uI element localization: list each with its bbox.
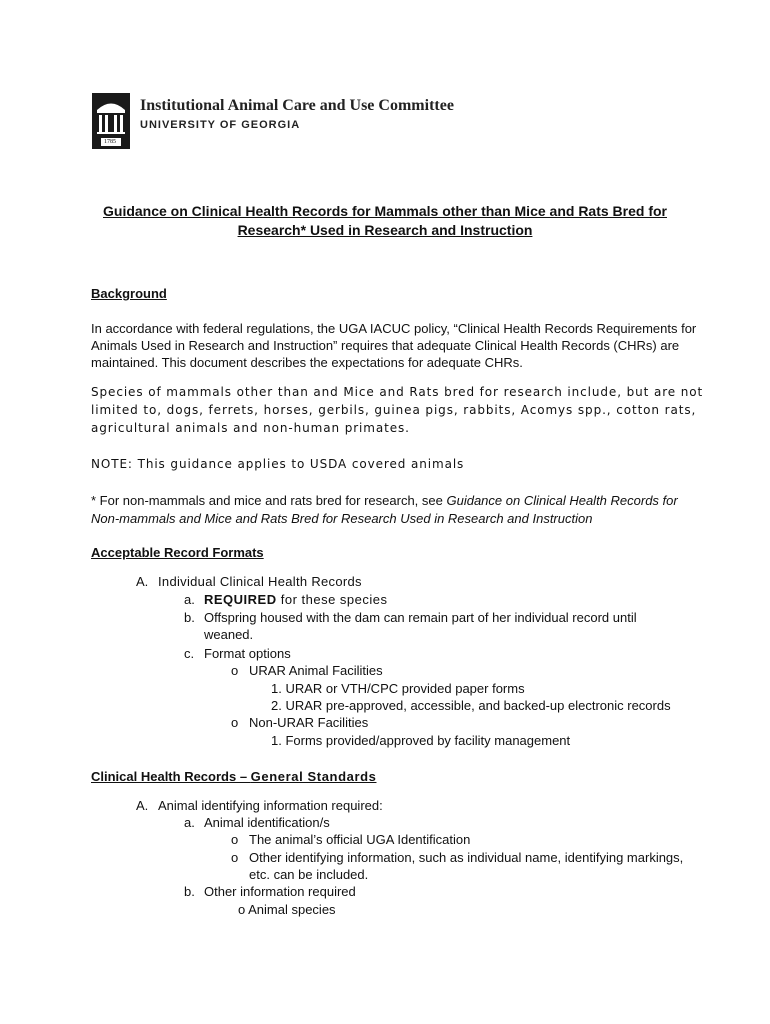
list-item-text: Format options	[204, 646, 291, 661]
background-paragraph-line: Animals Used in Research and Instruction” requires that adequate Clinical Health Records (CHRs) are	[91, 338, 680, 353]
list-item-text: Individual Clinical Health Records	[158, 574, 362, 589]
formats-heading: Acceptable Record Formats	[91, 545, 264, 560]
background-paragraph-line: In accordance with federal regulations, the UGA IACUC policy, “Clinical Health Records Requirements for	[91, 321, 697, 336]
required-label: REQUIRED	[204, 592, 277, 607]
list-marker: a.	[184, 815, 195, 830]
list-item-text: o Animal species	[238, 902, 336, 917]
list-marker: c.	[184, 646, 195, 661]
uga-arch-logo	[92, 93, 130, 149]
list-item-text: URAR Animal Facilities	[249, 663, 383, 678]
list-marker: A.	[136, 798, 149, 813]
standards-heading-part1: Clinical Health Records –	[91, 769, 251, 784]
background-paragraph-line: maintained. This document describes the expectations for adequate CHRs.	[91, 355, 523, 370]
footnote-text: * For non-mammals and mice and rats bred for research, see	[91, 493, 447, 508]
list-marker: b.	[184, 610, 195, 625]
background-heading: Background	[91, 286, 167, 301]
list-item-text: 1. Forms provided/approved by facility management	[271, 733, 571, 748]
species-paragraph-line: agricultural animals and non-human primates.	[91, 421, 410, 435]
list-item-text	[204, 591, 388, 608]
bullet-icon: o	[231, 832, 239, 847]
list-marker: b.	[184, 884, 195, 899]
list-item-text: Other identifying information, such as individual name, identifying markings,	[249, 850, 684, 865]
list-item-text: Non-URAR Facilities	[249, 715, 369, 730]
footnote-line2: Non-mammals and Mice and Rats Bred for Research Used in Research and Instruction	[91, 511, 593, 526]
list-item-text: Offspring housed with the dam can remain part of her individual record until	[204, 610, 637, 625]
bullet-icon: o	[231, 715, 239, 730]
bullet-icon: o	[231, 663, 239, 678]
committee-name: Institutional Animal Care and Use Committee	[140, 97, 454, 114]
list-item-text: weaned.	[204, 627, 254, 642]
note-text: NOTE: This guidance applies to USDA covered animals	[91, 457, 465, 471]
standards-heading-part2: General Standards	[250, 769, 377, 784]
required-suffix: for these species	[276, 592, 388, 607]
university-name: UNIVERSITY OF GEORGIA	[140, 119, 301, 131]
list-marker: A.	[136, 574, 149, 589]
guidance-link-text: Guidance on Clinical Health Records for	[446, 493, 678, 508]
list-item-text: Other information required	[204, 884, 356, 899]
species-paragraph-line: Species of mammals other than and Mice and Rats bred for research include, but are not	[91, 385, 704, 399]
list-item-text: 2. URAR pre-approved, accessible, and backed-up electronic records	[271, 698, 671, 713]
bullet-icon: o	[231, 850, 239, 865]
logo-year: 1785	[104, 139, 116, 145]
document-title-line2: Research* Used in Research and Instruction	[237, 222, 533, 238]
list-item-text: etc. can be included.	[249, 867, 369, 882]
species-paragraph-line: limited to, dogs, ferrets, horses, gerbils, guinea pigs, rabbits, Acomys spp., cotton rats,	[91, 403, 697, 417]
standards-heading	[91, 768, 376, 785]
list-item-text: Animal identifying information required:	[158, 798, 383, 813]
list-item-text: Animal identification/s	[204, 815, 330, 830]
list-item-text: 1. URAR or VTH/CPC provided paper forms	[271, 681, 525, 696]
footnote-line1	[91, 492, 678, 509]
document-title-line1: Guidance on Clinical Health Records for Mammals other than Mice and Rats Bred for	[103, 203, 667, 219]
list-item-text: The animal’s official UGA Identification	[249, 832, 471, 847]
list-marker: a.	[184, 592, 195, 607]
